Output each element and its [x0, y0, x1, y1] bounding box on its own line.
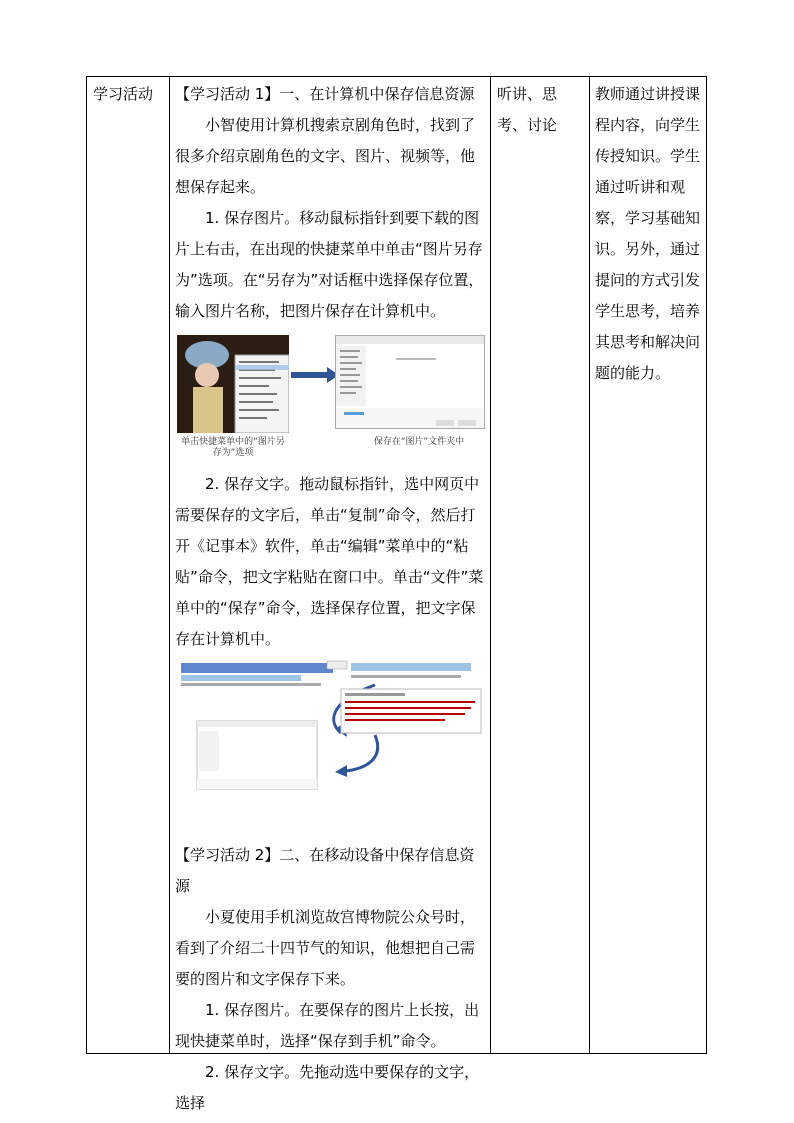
design-intent: 教师通过讲授课程内容，向学生传授知识。学生通过听讲和观察，学习基础知识。另外，通过提问的方式引发学生思考，培养其思考和解决问题的能力。 [595, 85, 701, 382]
activity-2-step-1: 1. 保存图片。在要保存的图片上长按，出现快捷菜单时，选择“保存到手机”命令。 [175, 1001, 480, 1050]
stage-label: 学习活动 [93, 85, 154, 103]
activity-1-intro: 小智使用计算机搜索京剧角色时，找到了很多介绍京剧角色的文字、图片、视频等，他想保存起来。 [175, 116, 476, 196]
figure-save-text [175, 655, 485, 840]
activity-2-intro: 小夏使用手机浏览故宫博物院公众号时，看到了介绍二十四节气的知识，他想把自己需要的图片和文字保存下来。 [175, 908, 476, 988]
copy-paste-flow-illustration [175, 659, 485, 799]
figure-save-image [175, 327, 485, 469]
opera-photo-with-menu [177, 335, 289, 433]
activity-1-step-1: 1. 保存图片。移动鼠标指针到要下载的图片上右击，在出现的快捷菜单中单击“图片另存为”选项。在“另存为”对话框中选择保存位置，输入图片名称，把图片保存在计算机中。 [175, 209, 484, 320]
activity-1-step-2: 2. 保存文字。拖动鼠标指针，选中网页中需要保存的文字后，单击“复制”命令，然后打开《记事本》软件，单击“编辑”菜单中的“粘贴”命令，把文字粘贴在窗口中。单击“文件”菜单中的“保存”命令，选择保存位置，把文字保存在计算机中。 [175, 475, 484, 648]
activity-1-title: 【学习活动 1】一、在计算机中保存信息资源 [175, 85, 475, 103]
student-activity: 听讲、思考、讨论 [497, 85, 558, 134]
activity-content [175, 79, 485, 1119]
column-divider [490, 77, 491, 1053]
lesson-table [86, 76, 707, 1112]
activity-2-title: 【学习活动 2】二、在移动设备中保存信息资源 [175, 846, 475, 895]
activity-2-step-2: 2. 保存文字。先拖动选中要保存的文字，选择 [175, 1063, 480, 1112]
caption-right: 保存在“图片”文件夹中 [373, 437, 465, 447]
opera-photo-icon [177, 335, 289, 433]
caption-left: 单击快捷菜单中的“图片另存为”选项 [181, 437, 285, 458]
dialog-window-icon [336, 336, 484, 428]
column-divider [589, 77, 590, 1053]
save-as-dialog-screenshot [335, 335, 485, 429]
arrow-right-icon [291, 367, 339, 383]
column-divider [169, 77, 170, 1053]
